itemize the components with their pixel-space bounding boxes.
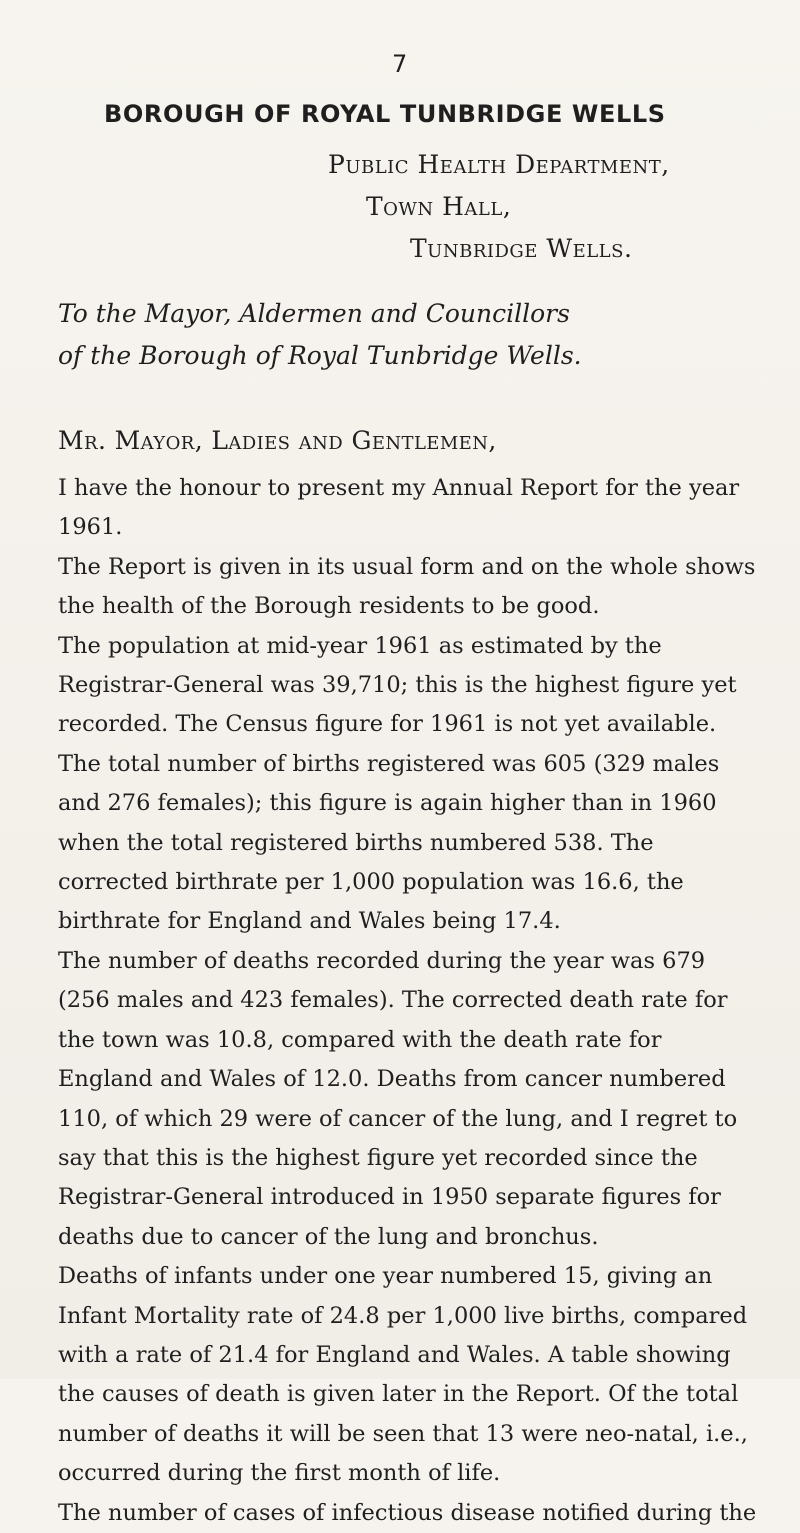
paragraph-population: The population at mid-year 1961 as estimated by the Registrar-General was 39,710; this is the highest figure yet recorded. The Census figure for 1961 is not yet available.: [58, 632, 737, 738]
salutation-line-1: To the Mayor, Aldermen and Councillors: [58, 299, 570, 328]
paragraph-annual-report: I have the honour to present my Annual Report for the year 1961.: [58, 475, 740, 541]
address-line-town: Tunbridge Wells.: [410, 234, 633, 263]
paragraph-infectious-disease: The number of cases of infectious disease notified during the: [58, 1499, 757, 1526]
address-block: [328, 144, 670, 270]
paragraph-deaths: The number of deaths recorded during the year was 679 (256 males and 423 females). The corrected death rate for the town was 10.8, compared with the death rate for England and Wales of 12.0. Deaths from cancer numbered 110, of which 29 were of cancer of the lung, and I regret to say that this is the highest figure yet recorded since the Registrar-General introduced in 1950 separate figures for deaths due to cancer of the lung and bronchus.: [58, 947, 738, 1250]
address-line-department: Public Health Department,: [328, 150, 670, 179]
salutation-line-2: of the Borough of Royal Tunbridge Wells.: [58, 341, 582, 370]
letter-body: [58, 469, 758, 1533]
borough-heading: BOROUGH OF ROYAL TUNBRIDGE WELLS: [104, 100, 666, 128]
greeting-line: Mr. Mayor, Ladies and Gentlemen,: [58, 426, 497, 455]
paragraph-report-form: The Report is given in its usual form and on the whole shows the health of the Borough residents to be good.: [58, 553, 756, 620]
paragraph-births: The total number of births registered was 605 (329 males and 276 females); this figure is again higher than in 1960 when the total registered births numbered 538. The corrected birthrate per 1,000 population was 16.6, the birthrate for England and Wales being 17.4.: [58, 750, 720, 935]
address-line-town-hall: Town Hall,: [366, 192, 512, 221]
paragraph-infant-mortality: Deaths of infants under one year numbered 15, giving an Infant Mortality rate of 24.8 per 1,000 live births, compared with a rate of 21.4 for England and Wales. A table showing the causes of death is given later in the Report. Of the total number of deaths it will be seen that 13 were neo-natal, i.e., occurred during the first month of life.: [58, 1263, 748, 1487]
page-number: 7: [392, 50, 408, 78]
recipient-salutation: [58, 293, 582, 377]
